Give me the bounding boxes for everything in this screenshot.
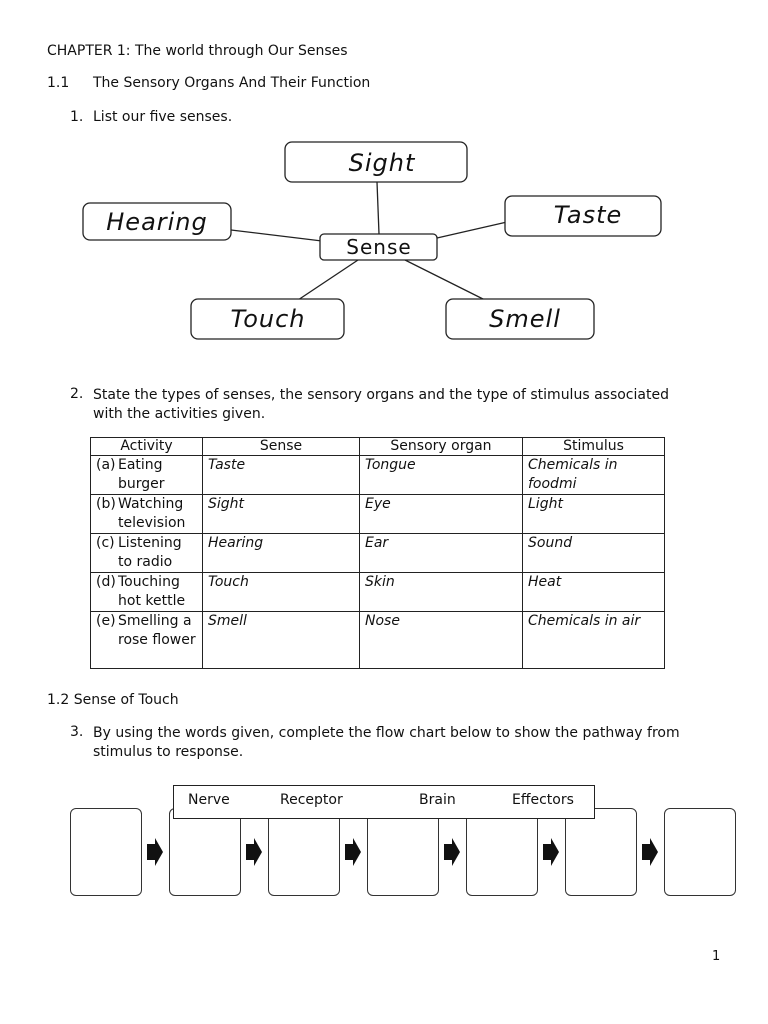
flow-arrow-icon bbox=[642, 838, 658, 866]
activity-cell bbox=[91, 573, 203, 612]
line-sense-smell bbox=[405, 260, 485, 300]
activity-cell bbox=[91, 495, 203, 534]
flow-arrow-icon bbox=[147, 838, 163, 866]
line-sense-touch bbox=[298, 260, 358, 300]
sense-cell: Taste bbox=[203, 456, 360, 495]
word-bank-item: Receptor bbox=[280, 792, 343, 808]
flow-answer-box-4[interactable] bbox=[367, 808, 439, 896]
node-taste-label: Taste bbox=[553, 201, 623, 229]
question-1-text: List our five senses. bbox=[93, 109, 233, 125]
question-1-number: 1. bbox=[70, 109, 84, 125]
flow-answer-box-5[interactable] bbox=[466, 808, 538, 896]
senses-table bbox=[90, 437, 665, 669]
activity-text: Watching television bbox=[118, 496, 186, 531]
question-2-text: State the types of senses, the sensory organs and the type of stimulus associated with the activities given. bbox=[93, 387, 669, 422]
organ-cell: Tongue bbox=[360, 456, 523, 495]
word-bank-item: Brain bbox=[419, 792, 456, 808]
sense-cell: Smell bbox=[203, 612, 360, 669]
sense-cell: Hearing bbox=[203, 534, 360, 573]
activity-label: (b) bbox=[96, 496, 116, 512]
organ-cell: Nose bbox=[360, 612, 523, 669]
node-smell bbox=[446, 299, 594, 339]
activity-text: Eating burger bbox=[118, 457, 165, 492]
chapter-title: CHAPTER 1: The world through Our Senses bbox=[47, 43, 348, 59]
stimulus-cell: Heat bbox=[523, 573, 665, 612]
stimulus-cell: Chemicals in foodmi bbox=[523, 456, 665, 495]
node-center-label: Sense bbox=[346, 235, 412, 259]
activity-cell bbox=[91, 612, 203, 669]
table-row bbox=[91, 534, 665, 573]
activity-label: (e) bbox=[96, 613, 116, 629]
activity-label: (c) bbox=[96, 535, 115, 551]
flow-answer-box-6[interactable] bbox=[565, 808, 637, 896]
word-bank-item: Effectors bbox=[512, 792, 574, 808]
section-1-2-title: 1.2 Sense of Touch bbox=[47, 692, 179, 708]
organ-cell: Ear bbox=[360, 534, 523, 573]
activity-cell bbox=[91, 534, 203, 573]
question-2-number: 2. bbox=[70, 386, 84, 402]
flow-arrow-icon bbox=[345, 838, 361, 866]
stimulus-cell: Light bbox=[523, 495, 665, 534]
node-sight bbox=[285, 142, 467, 182]
question-3-text: By using the words given, complete the flow chart below to show the pathway from stimulus to response. bbox=[93, 725, 680, 760]
node-touch bbox=[191, 299, 344, 339]
node-hearing bbox=[83, 203, 231, 240]
activity-text: Listening to radio bbox=[118, 535, 182, 570]
sense-cell: Touch bbox=[203, 573, 360, 612]
flow-answer-box-7[interactable] bbox=[664, 808, 736, 896]
header-activity: Activity bbox=[91, 438, 203, 456]
flow-answer-box-2[interactable] bbox=[169, 808, 241, 896]
table-row bbox=[91, 495, 665, 534]
activity-label: (d) bbox=[96, 574, 116, 590]
stimulus-cell: Sound bbox=[523, 534, 665, 573]
line-sense-taste bbox=[437, 222, 507, 238]
word-bank-item: Nerve bbox=[188, 792, 230, 808]
activity-text: Touching hot kettle bbox=[118, 574, 186, 609]
question-1 bbox=[70, 109, 233, 125]
section-1-1-number: 1.1 bbox=[47, 75, 70, 91]
flow-answer-box-1[interactable] bbox=[70, 808, 142, 896]
node-touch-label: Touch bbox=[230, 305, 306, 333]
word-bank bbox=[173, 785, 595, 819]
node-sight-label: Sight bbox=[348, 149, 416, 177]
line-sense-sight bbox=[377, 182, 379, 234]
header-sense: Sense bbox=[203, 438, 360, 456]
organ-cell: Eye bbox=[360, 495, 523, 534]
senses-mind-map bbox=[0, 130, 768, 350]
node-smell-label: Smell bbox=[489, 305, 561, 333]
flow-arrow-icon bbox=[246, 838, 262, 866]
table-row bbox=[91, 573, 665, 612]
header-sensory-organ: Sensory organ bbox=[360, 438, 523, 456]
page-number: 1 bbox=[712, 949, 721, 964]
organ-cell: Skin bbox=[360, 573, 523, 612]
section-1-1-title: The Sensory Organs And Their Function bbox=[93, 75, 371, 91]
activity-text: Smelling a rose flower bbox=[118, 613, 196, 648]
activity-label: (a) bbox=[96, 457, 116, 473]
table-row bbox=[91, 456, 665, 495]
flow-answer-box-3[interactable] bbox=[268, 808, 340, 896]
node-hearing-label: Hearing bbox=[106, 208, 208, 236]
sense-cell: Sight bbox=[203, 495, 360, 534]
flow-arrow-icon bbox=[444, 838, 460, 866]
activity-cell bbox=[91, 456, 203, 495]
header-stimulus: Stimulus bbox=[523, 438, 665, 456]
flow-arrow-icon bbox=[543, 838, 559, 866]
table-header-row bbox=[91, 438, 665, 456]
line-sense-hearing bbox=[231, 230, 322, 241]
node-taste bbox=[505, 196, 661, 236]
question-3-number: 3. bbox=[70, 724, 84, 740]
node-center bbox=[320, 234, 437, 260]
table-row bbox=[91, 612, 665, 669]
stimulus-cell: Chemicals in air bbox=[523, 612, 665, 669]
